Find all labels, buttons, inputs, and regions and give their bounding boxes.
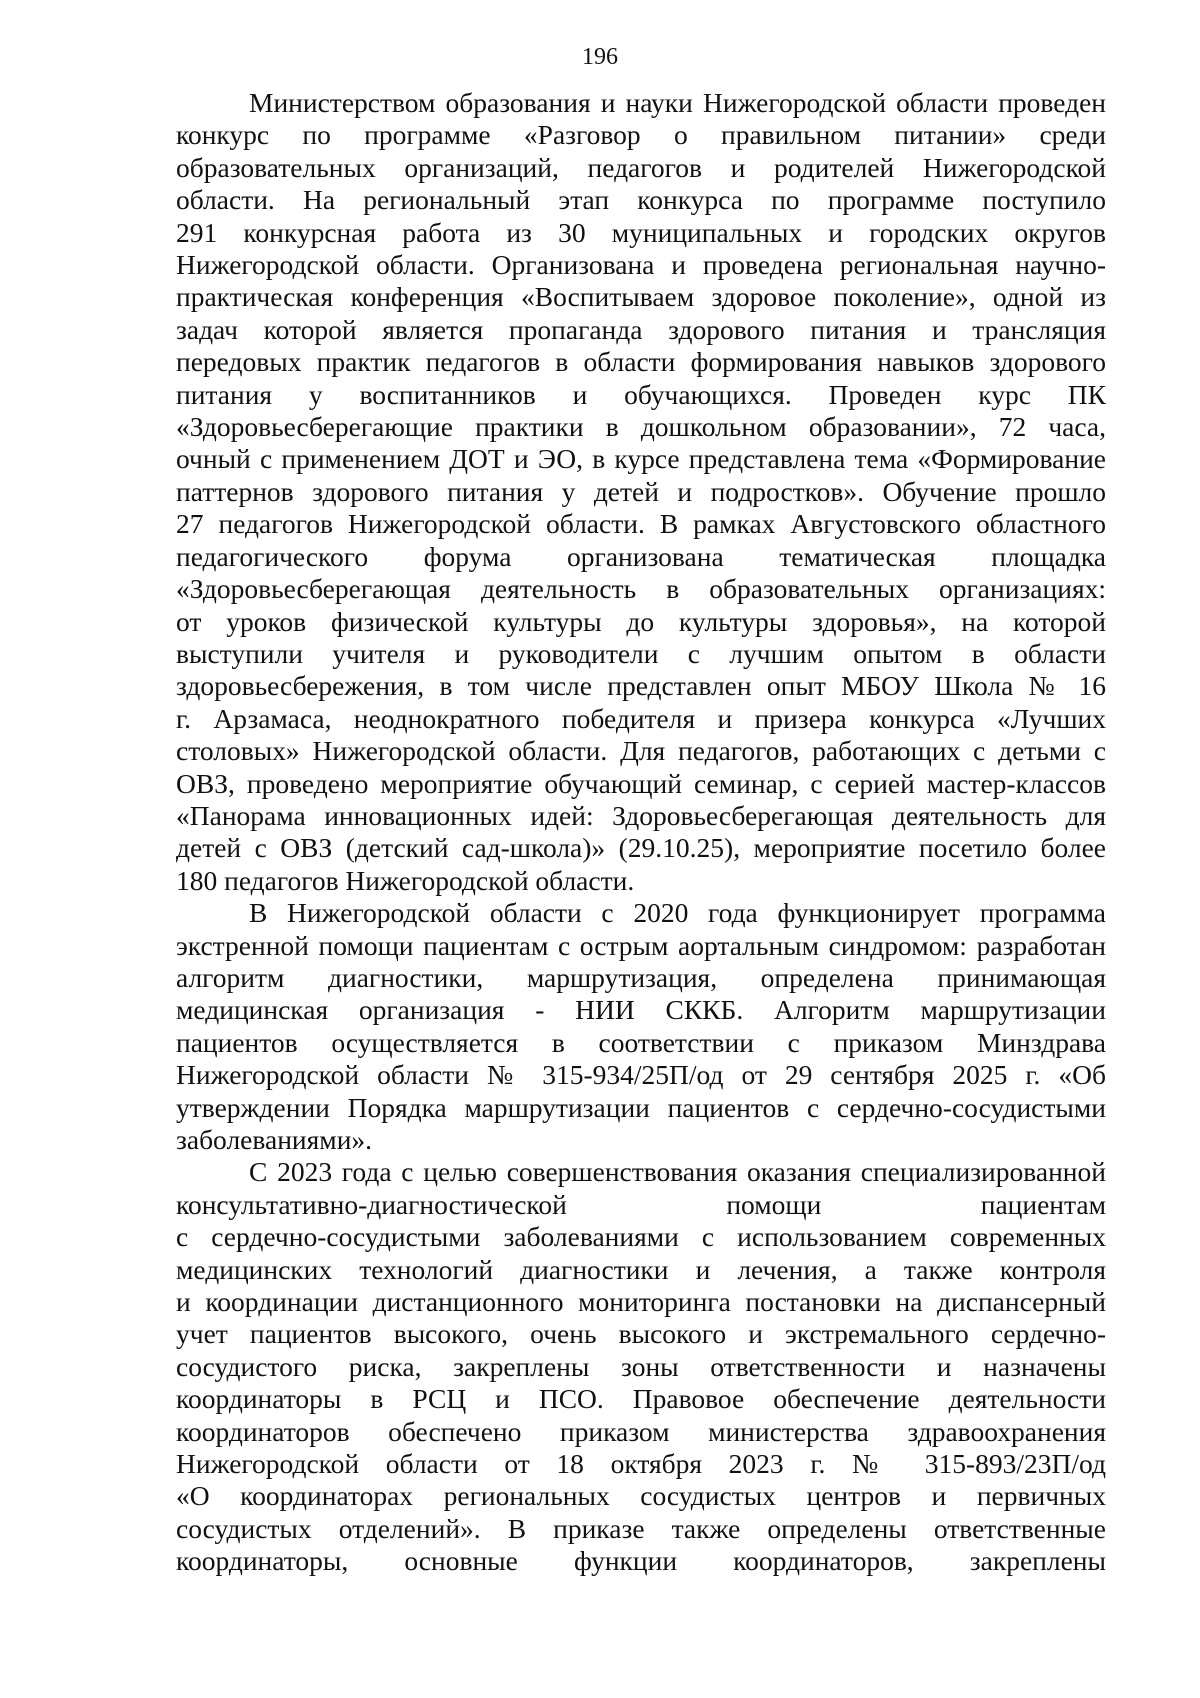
text-line: столовых» Нижегородской области. Для педагогов, работающих с детьми с xyxy=(176,735,1106,767)
text-line: конкурс по программе «Разговор о правильном питании» среди xyxy=(176,119,1106,151)
text-line: «Здоровьесберегающая деятельность в образовательных организациях: xyxy=(176,573,1106,605)
text-line: Нижегородской области. Организована и проведена региональная научно- xyxy=(176,249,1106,281)
text-line: алгоритм диагностики, маршрутизация, определена принимающая xyxy=(176,961,1106,993)
text-line: выступили учителя и руководители с лучшим опытом в области xyxy=(176,637,1106,669)
text-line: координаторы в РСЦ и ПСО. Правовое обеспечение деятельности xyxy=(176,1383,1106,1415)
text-line: очный с применением ДОТ и ЭО, в курсе представлена тема «Формирование xyxy=(176,443,1106,475)
text-line: детей с ОВЗ (детский сад-школа)» (29.10.25), мероприятие посетило более xyxy=(176,832,1106,864)
text-line: Министерством образования и науки Нижегородской области проведен xyxy=(249,87,1106,118)
text-line: питания у воспитанников и обучающихся. Проведен курс ПК xyxy=(176,378,1106,410)
text-line: утверждении Порядка маршрутизации пациентов с сердечно-сосудистыми xyxy=(176,1091,1106,1123)
text-line: В Нижегородской области с 2020 года функционирует программа xyxy=(249,897,1106,929)
text-line: «О координаторах региональных сосудистых центров и первичных xyxy=(176,1480,1106,1512)
text-line: и координации дистанционного мониторинга постановки на диспансерный xyxy=(176,1286,1106,1318)
text-line: передовых практик педагогов в области формирования навыков здорового xyxy=(176,346,1106,378)
text-line: г. Арзамаса, неоднократного победителя и призера конкурса «Лучших xyxy=(176,702,1106,734)
text-line: 291 конкурсная работа из 30 муниципальных и городских округов xyxy=(176,216,1106,248)
text-line: ОВЗ, проведено мероприятие обучающий семинар, с серией мастер-классов xyxy=(176,767,1106,799)
text-line: сосудистых отделений». В приказе также определены ответственные xyxy=(176,1512,1106,1544)
text-line: здоровьесбережения, в том числе представлен опыт МБОУ Школа № 16 xyxy=(176,670,1106,702)
text-line: медицинских технологий диагностики и лечения, а также контроля xyxy=(176,1253,1106,1285)
text-line: 27 педагогов Нижегородской области. В рамках Августовского областного xyxy=(176,508,1106,540)
text-line: паттернов здорового питания у детей и подростков». Обучение прошло xyxy=(176,475,1106,507)
text-line: координаторов обеспечено приказом министерства здравоохранения xyxy=(176,1415,1106,1447)
text-line: учет пациентов высокого, очень высокого и экстремального сердечно- xyxy=(176,1318,1106,1350)
text-line: экстренной помощи пациентам с острым аортальным синдромом: разработан xyxy=(176,929,1106,961)
text-line: «Панорама инновационных идей: Здоровьесберегающая деятельность для xyxy=(176,799,1106,831)
text-line: педагогического форума организована тематическая площадка xyxy=(176,540,1106,572)
text-line: «Здоровьесберегающие практики в дошкольном образовании», 72 часа, xyxy=(176,411,1106,443)
text-line: задач которой является пропаганда здорового питания и трансляция xyxy=(176,313,1106,345)
text-line: 180 педагогов Нижегородской области. xyxy=(176,864,635,896)
text-line: от уроков физической культуры до культуры здоровья», на которой xyxy=(176,605,1106,637)
text-line: координаторы, основные функции координаторов, закреплены xyxy=(176,1545,1106,1577)
paragraph xyxy=(176,897,1106,1156)
text-line: Нижегородской области от 18 октября 2023 г. № 315-893/23П/од xyxy=(176,1448,1106,1480)
paragraph xyxy=(176,87,1106,897)
text-line: с сердечно-сосудистыми заболеваниями с использованием современных xyxy=(176,1221,1106,1253)
paragraph xyxy=(176,1156,1106,1577)
text-line: сосудистого риска, закреплены зоны ответственности и назначены xyxy=(176,1350,1106,1382)
text-line: заболеваниями». xyxy=(176,1124,373,1155)
text-line: области. На региональный этап конкурса по программе поступило xyxy=(176,184,1106,216)
text-line: консультативно-диагностической помощи пациентам xyxy=(176,1188,1106,1220)
page-number: 196 xyxy=(582,44,618,70)
text-line: Нижегородской области № 315-934/25П/од от 29 сентября 2025 г. «Об xyxy=(176,1059,1106,1091)
text-line: пациентов осуществляется в соответствии с приказом Минздрава xyxy=(176,1026,1106,1058)
text-line: практическая конференция «Воспитываем здоровое поколение», одной из xyxy=(176,281,1106,313)
document-body xyxy=(176,87,1106,1578)
text-line: медицинская организация - НИИ СККБ. Алгоритм маршрутизации xyxy=(176,994,1106,1026)
text-line: С 2023 года с целью совершенствования оказания специализированной xyxy=(249,1156,1106,1188)
text-line: образовательных организаций, педагогов и родителей Нижегородской xyxy=(176,151,1106,183)
